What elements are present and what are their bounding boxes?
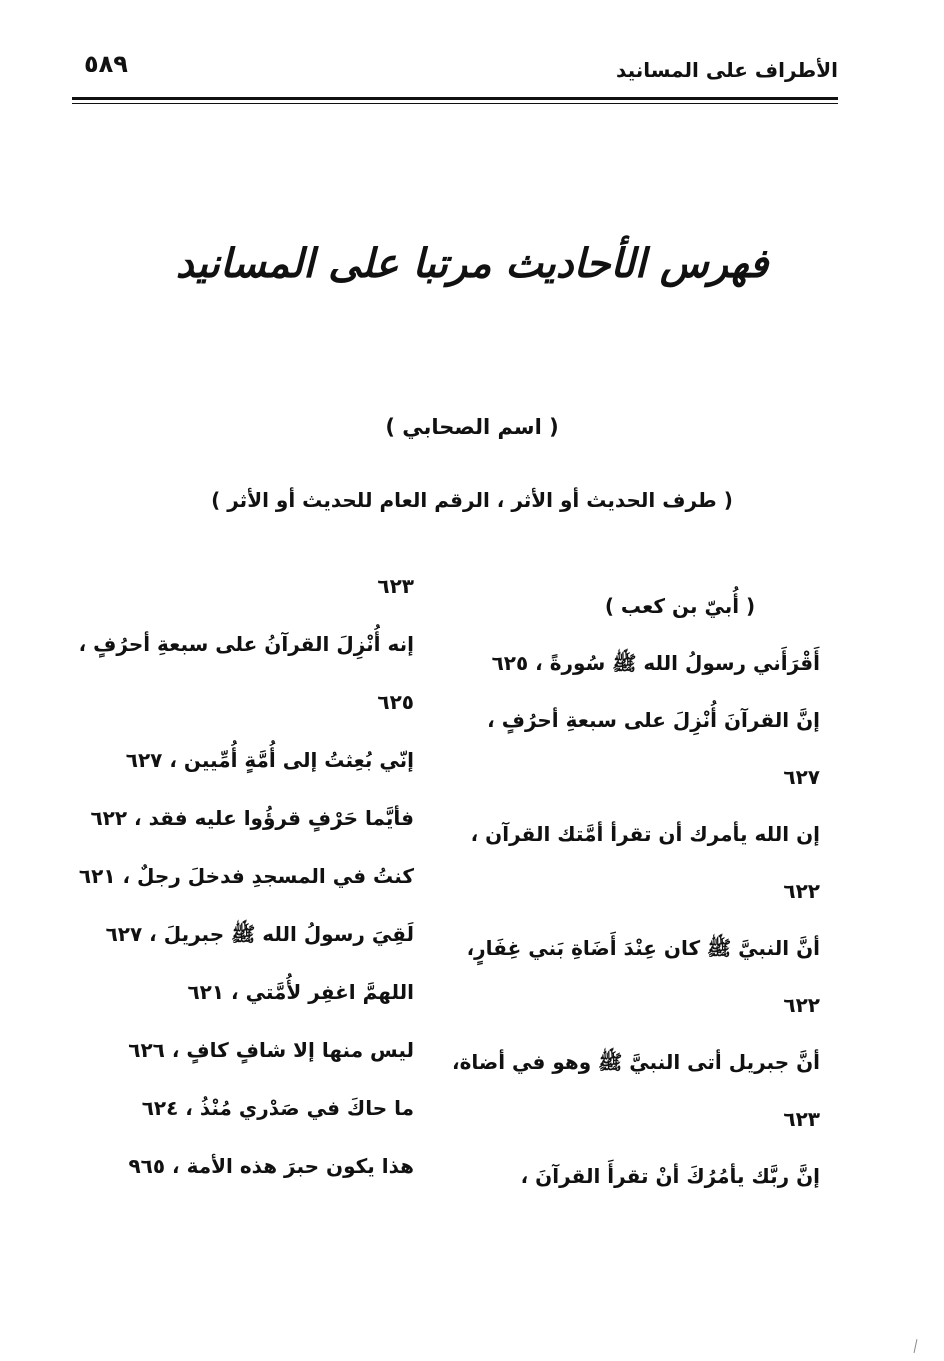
header-rule: [72, 97, 838, 100]
left-column: [69, 570, 414, 1208]
index-entry: لَقِيَ رسولُ الله ﷺ جبريلَ ، ٦٢٧: [105, 922, 414, 946]
index-entry: كنتُ في المسجدِ فدخلَ رجلٌ ، ٦٢١: [78, 864, 414, 888]
index-entry: هذا يكون حبرَ هذه الأمة ، ٩٦٥: [128, 1154, 414, 1178]
index-entry: ليس منها إلا شافٍ كافٍ ، ٦٢٦: [128, 1038, 414, 1062]
index-title: فهرس الأحاديث مرتبا على المسانيد: [175, 240, 769, 287]
scan-edge-mark: [913, 1339, 918, 1353]
running-title: الأطراف على المسانيد: [616, 58, 838, 82]
index-entry: اللهمَّ اغفِر لأُمَّتي ، ٦٢١: [187, 980, 414, 1004]
index-entry: ٦٢٢: [783, 879, 820, 903]
index-entry: ٦٢٧: [783, 765, 820, 789]
header-rule-thin: [72, 103, 838, 104]
page-header: [72, 48, 838, 98]
right-column: [452, 590, 820, 1217]
index-entry: فأيَّما حَرْفٍ قرؤُوا عليه فقد ، ٦٢٢: [90, 806, 414, 830]
legend-entry-format: ( طرف الحديث أو الأثر ، الرقم العام للحديث أو الأثر ): [211, 488, 733, 512]
index-entry: إنَّ القرآنَ أُنْزِلَ على سبعةِ أحرُفٍ ،: [487, 708, 820, 732]
index-entry: ٦٢٥: [377, 690, 414, 714]
index-entry: أنَّ النبيَّ ﷺ كان عِنْدَ أَضَاةِ بَني غِفَارٍ،: [466, 936, 820, 960]
index-entry: ما حاكَ في صَدْري مُنْذُ ، ٦٢٤: [141, 1096, 414, 1120]
page-number: ٥٨٩: [84, 50, 128, 78]
index-entry: أَقْرَأَني رسولُ الله ﷺ سُورةً ، ٦٢٥: [491, 651, 820, 675]
legend-companion-label: ( اسم الصحابي ): [385, 415, 559, 439]
index-entry: إنَّ ربَّك يأمُرُكَ أنْ تقرأَ القرآنَ ،: [520, 1164, 820, 1188]
index-entry: ٦٢٢: [783, 993, 820, 1017]
index-entry: ٦٢٣: [783, 1107, 820, 1131]
companion-heading: ( أُبيّ بن كعب ): [604, 594, 756, 618]
index-entry: أنَّ جبريل أتى النبيَّ ﷺ وهو في أضاة،: [452, 1050, 820, 1074]
index-entry: إنّي بُعِثتُ إلى أُمَّةٍ أُمِّيين ، ٦٢٧: [125, 748, 414, 772]
index-entry: ٦٢٣: [377, 574, 414, 598]
index-entry: إنه أُنْزِلَ القرآنُ على سبعةِ أحرُفٍ ،: [78, 632, 414, 656]
index-entry: إن الله يأمرك أن تقرأ أمَّتك القرآن ،: [470, 822, 820, 846]
